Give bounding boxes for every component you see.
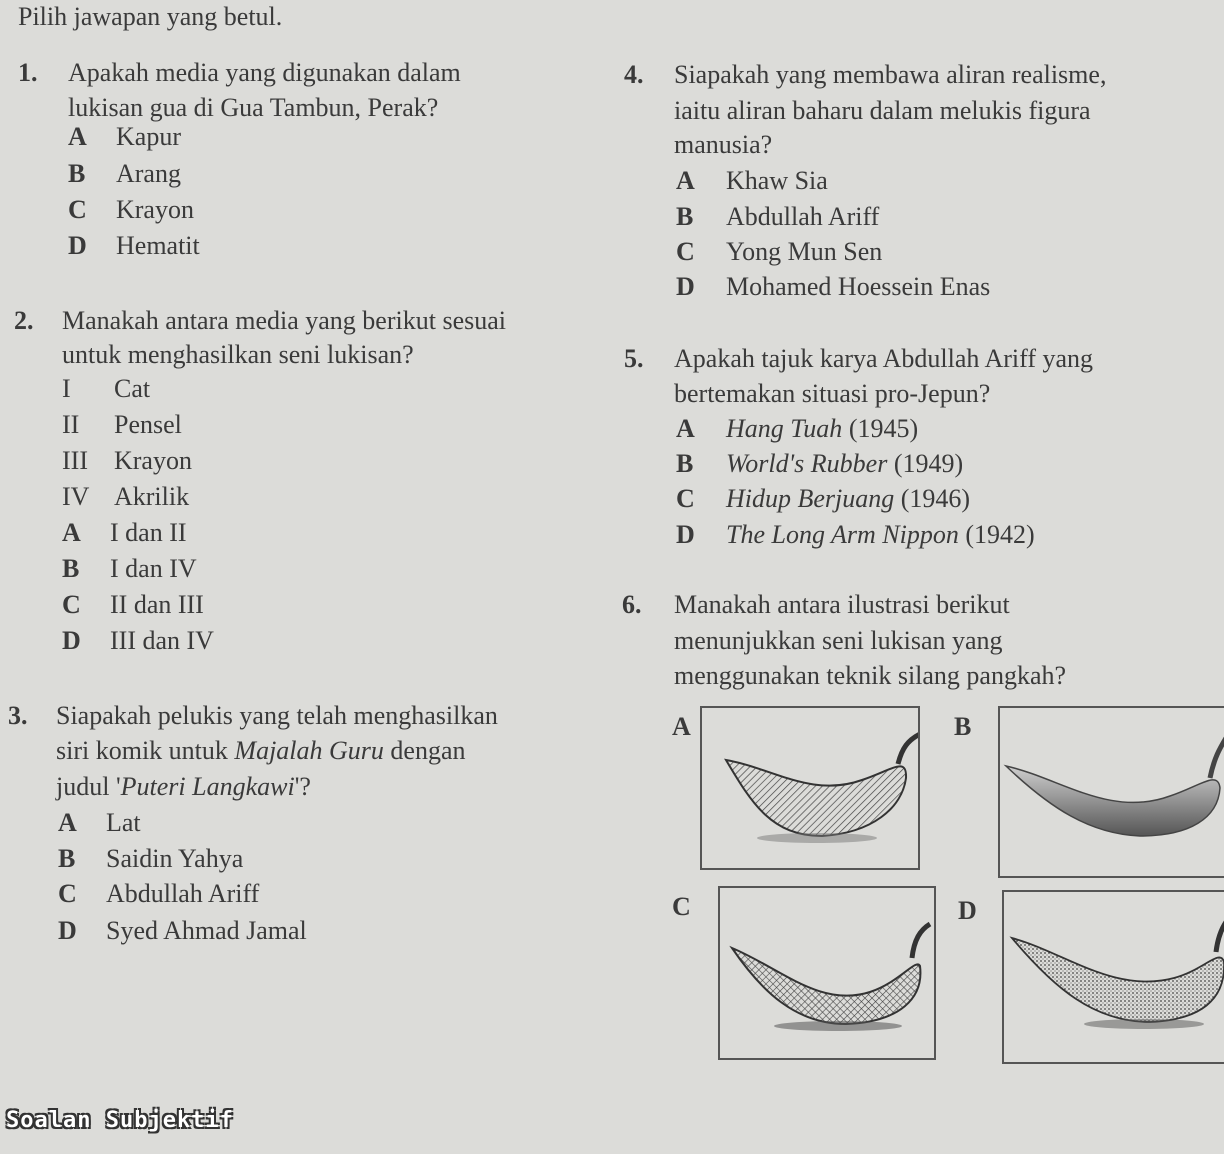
question-text: Manakah antara ilustrasi berikut [674,590,1010,619]
question-number: 5. [624,344,644,373]
illustration-c[interactable] [718,886,936,1060]
statement-iii: III Krayon [62,446,192,475]
option-c[interactable]: C Abdullah Ariff [58,879,260,908]
option-a[interactable]: A Kapur [68,122,181,151]
option-c[interactable]: C Yong Mun Sen [676,237,883,266]
question-number: 1. [18,58,38,87]
illustration-a[interactable] [700,706,920,870]
option-d[interactable]: D Syed Ahmad Jamal [58,916,307,945]
illustration-d[interactable] [1002,890,1224,1064]
option-a[interactable]: A Khaw Sia [676,166,828,195]
question-text: Apakah tajuk karya Abdullah Ariff yang [674,344,1094,373]
question-text: judul 'Puteri Langkawi'? [56,772,311,801]
illustration-b[interactable] [998,706,1224,878]
choice-label-d: D [958,896,977,925]
question-text: lukisan gua di Gua Tambun, Perak? [68,93,439,122]
question-text: Manakah antara media yang berikut sesuai [62,306,506,335]
statement-ii: II Pensel [62,410,182,439]
chili-pepper-icon [1004,892,1224,1062]
option-b[interactable]: B Arang [68,159,181,188]
choice-label-c: C [672,892,691,921]
option-d[interactable]: D Hematit [68,231,200,260]
question-text: bertemakan situasi pro-Jepun? [674,379,991,408]
option-d[interactable]: D Mohamed Hoessein Enas [676,272,991,301]
chili-pepper-icon [720,888,934,1058]
option-b[interactable]: B Saidin Yahya [58,844,244,873]
option-d[interactable]: D III dan IV [62,626,214,655]
question-number: 4. [624,60,644,89]
option-c[interactable]: C Hidup Berjuang (1946) [676,484,971,513]
section-heading-subjective: Soalan Subjektif [6,1108,234,1133]
question-text: menunjukkan seni lukisan yang [674,626,1003,655]
option-c[interactable]: C II dan III [62,590,204,619]
question-number: 2. [14,306,34,335]
choice-label-b: B [954,712,972,741]
question-text: manusia? [674,130,773,159]
choice-label-a: A [672,712,691,741]
option-c[interactable]: C Krayon [68,195,194,224]
option-b[interactable]: B I dan IV [62,554,197,583]
option-a[interactable]: A Lat [58,808,141,837]
question-text: menggunakan teknik silang pangkah? [674,661,1067,690]
chili-pepper-icon [702,708,918,868]
statement-i: I Cat [62,374,151,403]
question-text: Siapakah pelukis yang telah menghasilkan [56,701,498,730]
question-text: untuk menghasilkan seni lukisan? [62,340,414,369]
chili-pepper-icon [1000,708,1224,876]
option-d[interactable]: D The Long Arm Nippon (1942) [676,520,1035,549]
option-a[interactable]: A I dan II [62,518,187,547]
question-number: 3. [8,701,28,730]
instruction: Pilih jawapan yang betul. [18,2,283,31]
option-b[interactable]: B World's Rubber (1949) [676,449,964,478]
question-text: siri komik untuk Majalah Guru dengan [56,736,466,765]
question-text: Siapakah yang membawa aliran realisme, [674,60,1107,89]
option-a[interactable]: A Hang Tuah (1945) [676,414,919,443]
question-text: Apakah media yang digunakan dalam [68,58,461,87]
question-text: iaitu aliran baharu dalam melukis figura [674,96,1091,125]
option-b[interactable]: B Abdullah Ariff [676,202,880,231]
statement-iv: IV Akrilik [62,482,190,511]
question-number: 6. [622,590,642,619]
